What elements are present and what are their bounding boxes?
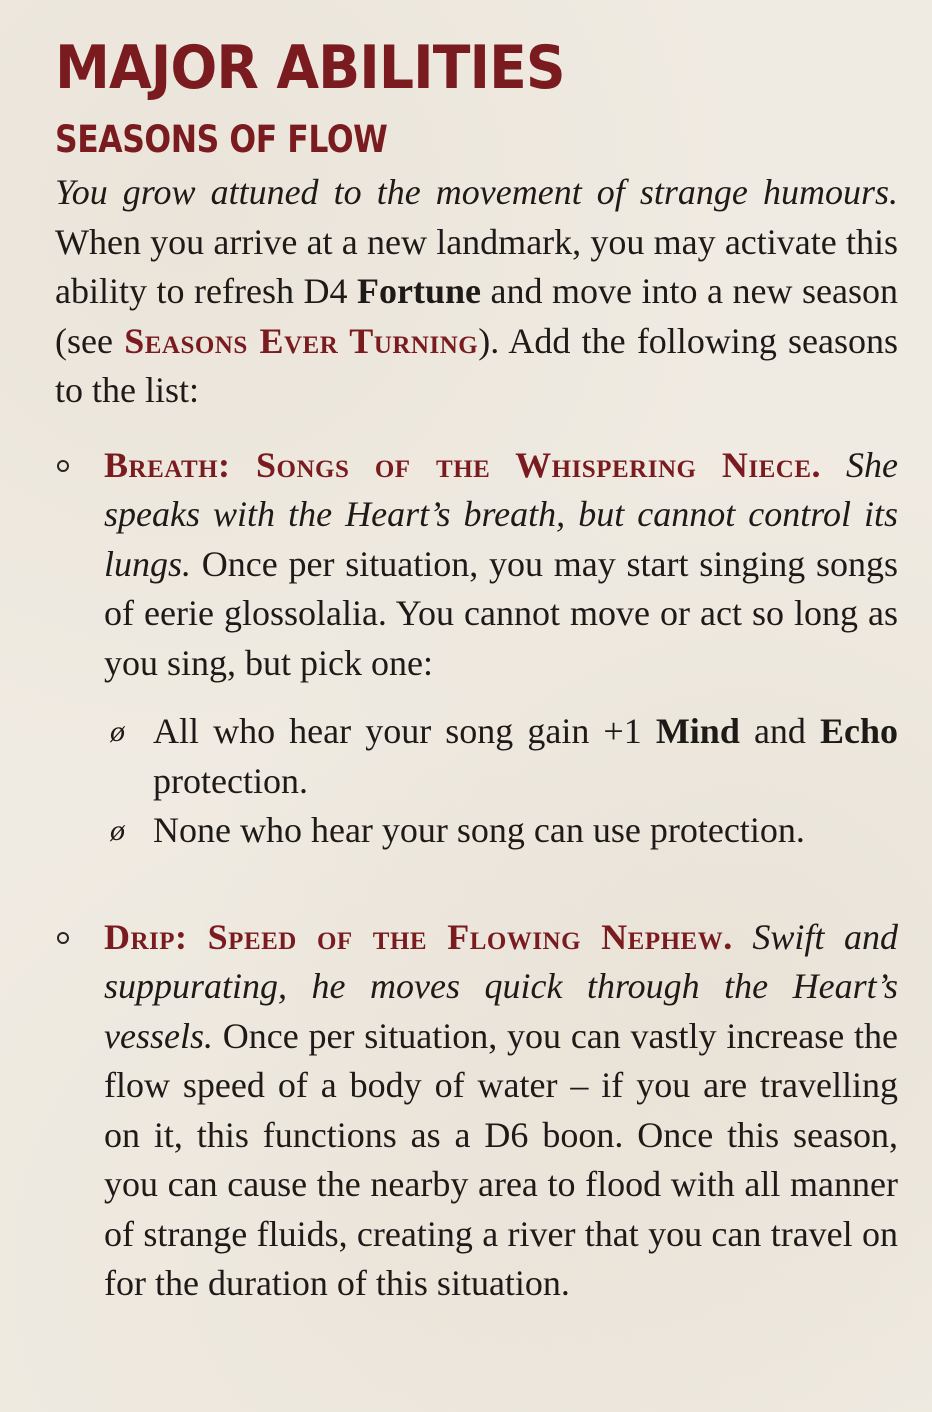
season-breath [55,441,898,856]
option-2-text: None who hear your song can use protection. [153,810,805,850]
season-drip-description: Once per situation, you can vastly increase the flow speed of a body of water – if you are travelling on it, this functions as a D6 boon. Once this season, you can cause the nearby area to flood with all manner of strange fluids, creating a river that you can travel on for the duration of this situation. [104,1015,899,1303]
option-1-text-pre: All who hear your song gain +1 [153,711,642,751]
season-drip-flavor: Swift and suppurating, he moves quick through the Heart’s vessels. [104,916,898,1056]
ability-title: SEASONS OF FLOW [55,118,388,161]
fortune-term: Fortune [357,271,481,311]
ability-text-3: ). Add the following seasons to the list: [55,320,899,410]
mind-term: Mind [655,711,740,751]
seasons-ever-turning-reference: Seasons Ever Turning [124,320,479,361]
season-breath-flavor: She speaks with the Heart’s breath, but cannot control its lungs. [104,444,898,584]
ability-text-2: and move into a new season (see [55,271,899,361]
season-drip-text [104,913,898,1309]
slashed-circle-icon: ø [110,715,125,748]
ability-text-1: When you arrive at a new landmark, you may activate this ability to refresh D4 [55,221,898,311]
section-title: MAJOR ABILITIES [55,33,565,103]
echo-term: Echo [820,711,899,751]
ability-flavor-text: You grow attuned to the movement of strange humours. [55,172,898,212]
ability-description [55,168,898,416]
option-item [104,806,898,856]
option-item [104,707,898,806]
season-breath-description: Once per situation, you may start singing songs of eerie glossolalia. You cannot move or act so long as you sing, but pick one: [104,543,898,683]
option-1-text-mid: and [753,711,806,751]
season-breath-text [104,441,898,689]
season-breath-options [104,707,898,856]
option-1-text-post: protection. [153,760,308,801]
circle-bullet-icon [57,932,69,944]
circle-bullet-icon [57,460,69,472]
season-drip [55,913,898,1309]
season-breath-title: Breath: Songs of the Whispering Niece. [104,444,822,485]
slashed-circle-icon: ø [110,814,125,847]
season-drip-title: Drip: Speed of the Flowing Nephew. [104,916,733,957]
